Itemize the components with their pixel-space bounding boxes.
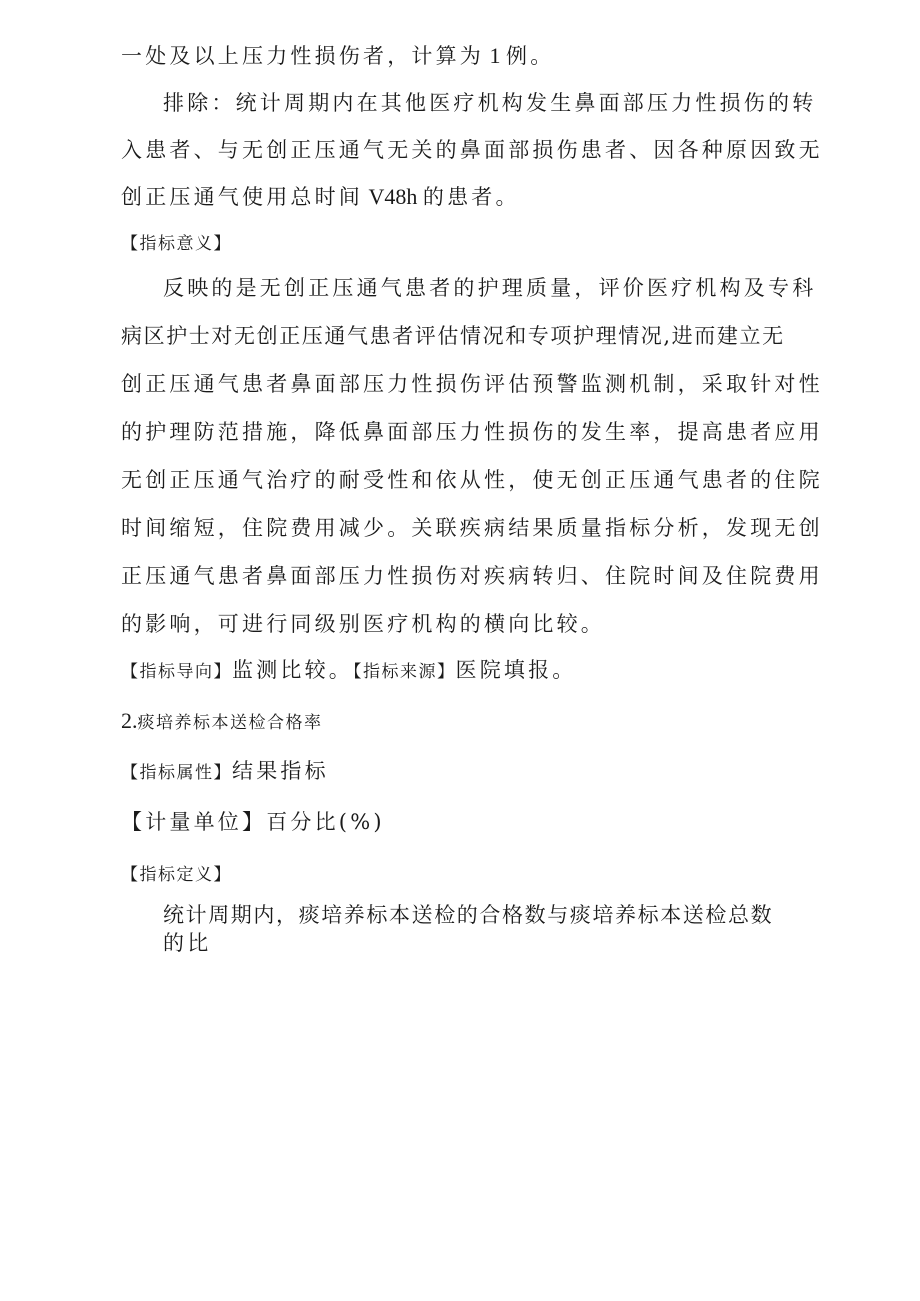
item-title: 痰培养标本送检合格率: [137, 713, 323, 733]
paragraph-line: 的护理防范措施，降低鼻面部压力性损伤的发生率，提高患者应用: [121, 420, 823, 444]
attribute-line: [121, 757, 329, 787]
paragraph-line: 无创正压通气治疗的耐受性和依从性，使无创正压通气患者的住院: [121, 468, 823, 492]
text-segment: 一处及以上压力性损伤者，计算为: [121, 44, 484, 68]
text-segment: 创正压通气使用总时间: [121, 185, 363, 209]
guide-source-line: [121, 656, 577, 686]
source-value: 医院填报。: [455, 658, 577, 682]
item-heading: [121, 707, 323, 737]
section-label-attribute: 【指标属性】: [121, 763, 232, 783]
text-segment: 的患者。: [422, 185, 520, 209]
paragraph-line: 排除：统计周期内在其他医疗机构发生鼻面部压力性损伤的转: [163, 91, 817, 115]
text-segment: 例。: [506, 44, 555, 68]
paragraph-line: 正压通气患者鼻面部压力性损伤对疾病转归、住院时间及住院费用: [121, 564, 823, 588]
paragraph-line: 的比: [163, 931, 212, 955]
unit-line: [121, 808, 385, 836]
paragraph-line: [121, 183, 520, 211]
latin-text: V48h: [363, 184, 423, 209]
guide-value: 监测比较。: [232, 658, 353, 682]
paragraph-line: 的影响，可进行同级别医疗机构的横向比较。: [121, 612, 605, 636]
paragraph-line: 反映的是无创正压通气患者的护理质量，评价医疗机构及专科: [163, 276, 817, 300]
paragraph-line: 时间缩短，住院费用减少。关联疾病结果质量指标分析，发现无创: [121, 516, 823, 540]
unit-value: 百分比(%): [266, 810, 385, 834]
paragraph-line: 创正压通气患者鼻面部压力性损伤评估预警监测机制，采取针对性: [121, 372, 823, 396]
section-label-unit: 【计量单位】: [121, 810, 267, 834]
item-number: 2.: [121, 708, 138, 733]
paragraph-line: 统计周期内，痰培养标本送检的合格数与痰培养标本送检总数: [163, 903, 774, 927]
section-label-guide: 【指标导向】: [121, 662, 232, 682]
section-label-definition: 【指标定义】: [121, 865, 232, 885]
paragraph-line: 入患者、与无创正压通气无关的鼻面部损伤患者、因各种原因致无: [121, 138, 823, 162]
paragraph-line: [121, 42, 554, 70]
paragraph-line: 病区护士对无创正压通气患者评估情况和专项护理情况,进而建立无: [121, 324, 785, 348]
section-label-meaning: 【指标意义】: [121, 234, 232, 254]
attribute-value: 结果指标: [232, 759, 329, 783]
number-text: 1: [484, 43, 506, 68]
section-label-source: 【指标来源】: [353, 662, 456, 682]
